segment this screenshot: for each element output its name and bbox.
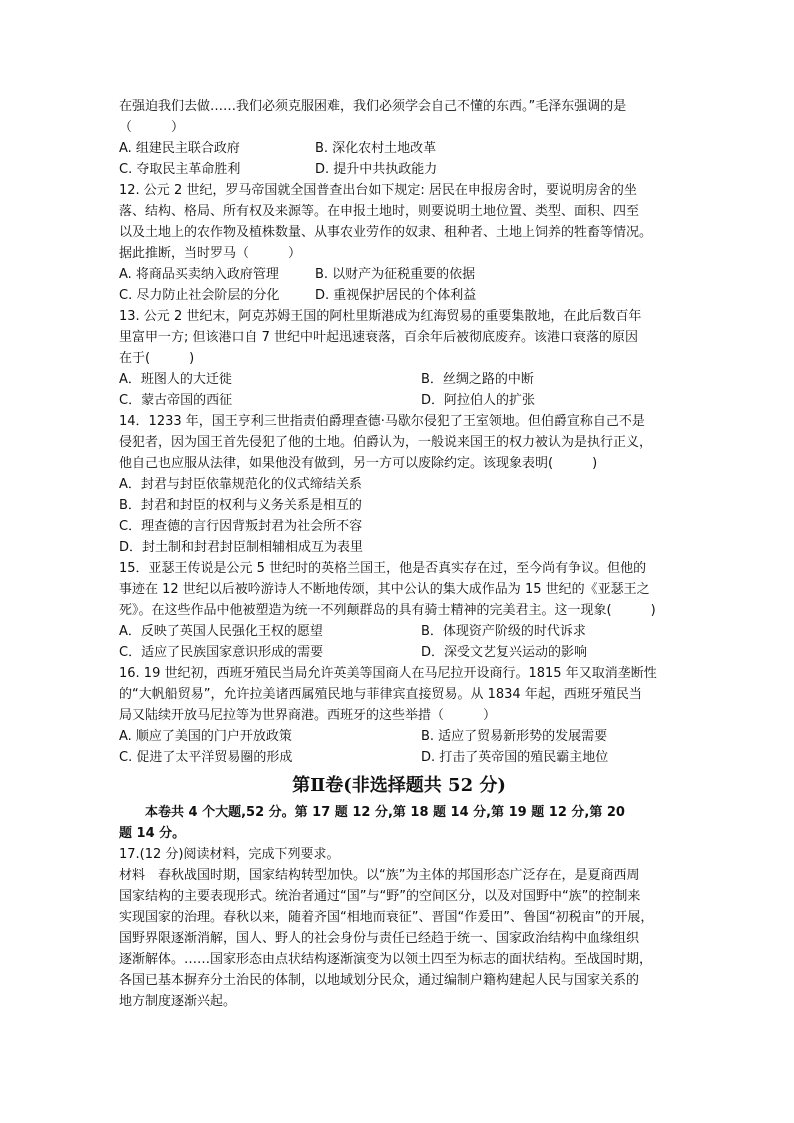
q12-line-2: 落、结构、格局、所有权及来源等。在申报土地时，则要说明土地位置、类型、面积、四至 bbox=[119, 204, 640, 219]
q16-line-3: 局又陆续开放马尼拉等为世界商港。西班牙的这些举措（ ） bbox=[119, 708, 497, 723]
q14-line-1: 14．1233 年，国王亨利三世指责伯爵理查德·马歇尔侵犯了王室领地。但伯爵宣称自己不是 bbox=[119, 414, 645, 429]
q12-option-c: C. 尽力防止社会阶层的分化 bbox=[119, 288, 280, 303]
q12-line-3: 以及土地上的农作物及植株数量、从事农业劳作的奴隶、租种者、土地上饲养的牲畜等情况。 bbox=[119, 225, 653, 240]
q15-option-b: B．体现资产阶级的时代诉求 bbox=[421, 624, 586, 639]
q13-option-b: B．丝绸之路的中断 bbox=[421, 372, 534, 387]
q12-option-a: A. 将商品买卖纳入政府管理 bbox=[119, 267, 279, 282]
q16-option-d: D. 打击了英帝国的殖民霸主地位 bbox=[421, 750, 609, 765]
q13-line-3: 在于( ) bbox=[119, 351, 195, 366]
q17-line-3: 国家结构的主要表现形式。统治者通过“国”与“野”的空间区分，以及对国野中“族”的控制来 bbox=[119, 889, 641, 904]
q14-option-c: C．理查德的言行因背叛封君为社会所不容 bbox=[119, 519, 363, 534]
q13-option-d: D．阿拉伯人的扩张 bbox=[421, 393, 536, 408]
q11-option-a: A. 组建民主联合政府 bbox=[119, 141, 240, 156]
q13-option-a: A．班图人的大迁徙 bbox=[119, 372, 232, 387]
q14-option-b: B．封君和封臣的权利与义务关系是相互的 bbox=[119, 498, 362, 513]
q15-line-1: 15．亚瑟王传说是公元 5 世纪时的英格兰国王，他是否真实存在过，至今尚有争议。但他的 bbox=[119, 561, 647, 576]
section-2-intro-line-1: 本卷共 4 个大题,52 分。第 17 题 12 分,第 18 题 14 分,第 19 题 12 分,第 20 bbox=[119, 805, 625, 820]
q11-option-c: C. 夺取民主革命胜利 bbox=[119, 162, 241, 177]
q14-option-d: D．封土制和封君封臣制相辅相成互为表里 bbox=[119, 540, 364, 555]
q11-line-1: 在强迫我们去做……我们必须克服困难，我们必须学会自己不懂的东西。”毛泽东强调的是 bbox=[119, 99, 627, 114]
q11-option-d: D. 提升中共执政能力 bbox=[315, 162, 438, 177]
q15-option-d: D．深受文艺复兴运动的影响 bbox=[421, 645, 588, 660]
q12-line-1: 12. 公元 2 世纪，罗马帝国就全国普查出台如下规定: 居民在申报房舍时，要说明房舍的坐 bbox=[119, 183, 637, 198]
q16-line-2: 的“大帆船贸易”，允许拉美诸西属殖民地与菲律宾直接贸易。从 1834 年起，西班牙殖民当 bbox=[119, 687, 642, 702]
q16-option-a: A. 顺应了美国的门户开放政策 bbox=[119, 729, 292, 744]
q11-option-b: B. 深化农村土地改革 bbox=[315, 141, 437, 156]
q12-option-d: D. 重视保护居民的个体利益 bbox=[315, 288, 477, 303]
q16-option-b: B. 适应了贸易新形势的发展需要 bbox=[421, 729, 608, 744]
q15-option-c: C．适应了民族国家意识形成的需要 bbox=[119, 645, 324, 660]
q17-line-7: 各国已基本摒弃分土治民的体制，以地域划分民众，通过编制户籍构建起人民与国家关系的 bbox=[119, 973, 640, 988]
q13-line-2: 里富甲一方; 但该港口自 7 世纪中叶起迅速衰落，百余年后被彻底废弃。该港口衰落的原因 bbox=[119, 330, 639, 345]
q17-line-1: 17.(12 分)阅读材料，完成下列要求。 bbox=[119, 847, 340, 862]
section-2-title: 第Ⅱ卷(非选择题共 52 分) bbox=[292, 775, 506, 796]
q11-line-2: （ ） bbox=[119, 120, 185, 135]
q13-option-c: C．蒙古帝国的西征 bbox=[119, 393, 233, 408]
q15-line-3: 死》。在这些作品中他被塑造为统一不列颠群岛的具有骑士精神的完美君主。这一现象( ) bbox=[119, 603, 656, 618]
q17-line-2: 材料 春秋战国时期，国家结构转型加快。以“族”为主体的邦国形态广泛存在，是夏商西周 bbox=[119, 868, 640, 883]
q15-option-a: A．反映了英国人民强化王权的愿望 bbox=[119, 624, 323, 639]
q16-option-c: C. 促进了太平洋贸易圈的形成 bbox=[119, 750, 293, 765]
q12-line-4: 据此推断，当时罗马（ ） bbox=[119, 246, 302, 261]
q17-line-5: 国野界限逐渐消解，国人、野人的社会身份与责任已经趋于统一、国家政治结构中血缘组织 bbox=[119, 931, 640, 946]
q15-line-2: 事迹在 12 世纪以后被吟游诗人不断地传颂，其中公认的集大成作品为 15 世纪的《亚瑟王之 bbox=[119, 582, 650, 597]
section-2-intro-line-2: 题 14 分。 bbox=[119, 826, 186, 841]
q13-line-1: 13. 公元 2 世纪末，阿克苏姆王国的阿杜里斯港成为红海贸易的重要集散地，在此后数百年 bbox=[119, 309, 642, 324]
q16-line-1: 16. 19 世纪初，西班牙殖民当局允许英美等国商人在马尼拉开设商行。1815 年又取消垄断性 bbox=[119, 666, 657, 681]
q17-line-6: 逐渐解体。……国家形态由点状结构逐渐演变为以领土四至为标志的面状结构。至战国时期， bbox=[119, 952, 653, 967]
q12-option-b: B. 以财产为征税重要的依据 bbox=[315, 267, 476, 282]
q14-line-3: 他自己也应服从法律，如果他没有做到，另一方可以废除约定。该现象表明( ) bbox=[119, 456, 598, 471]
q14-option-a: A．封君与封臣依靠规范化的仪式缔结关系 bbox=[119, 477, 362, 492]
q17-line-4: 实现国家的治理。春秋以来，随着齐国“相地而衰征”、晋国“作爰田”、鲁国“初税亩”的开展， bbox=[119, 910, 654, 925]
q14-line-2: 侵犯者，因为国王首先侵犯了他的土地。伯爵认为，一般说来国王的权力被认为是执行正义， bbox=[119, 435, 653, 450]
q17-line-8: 地方制度逐渐兴起。 bbox=[119, 994, 237, 1009]
